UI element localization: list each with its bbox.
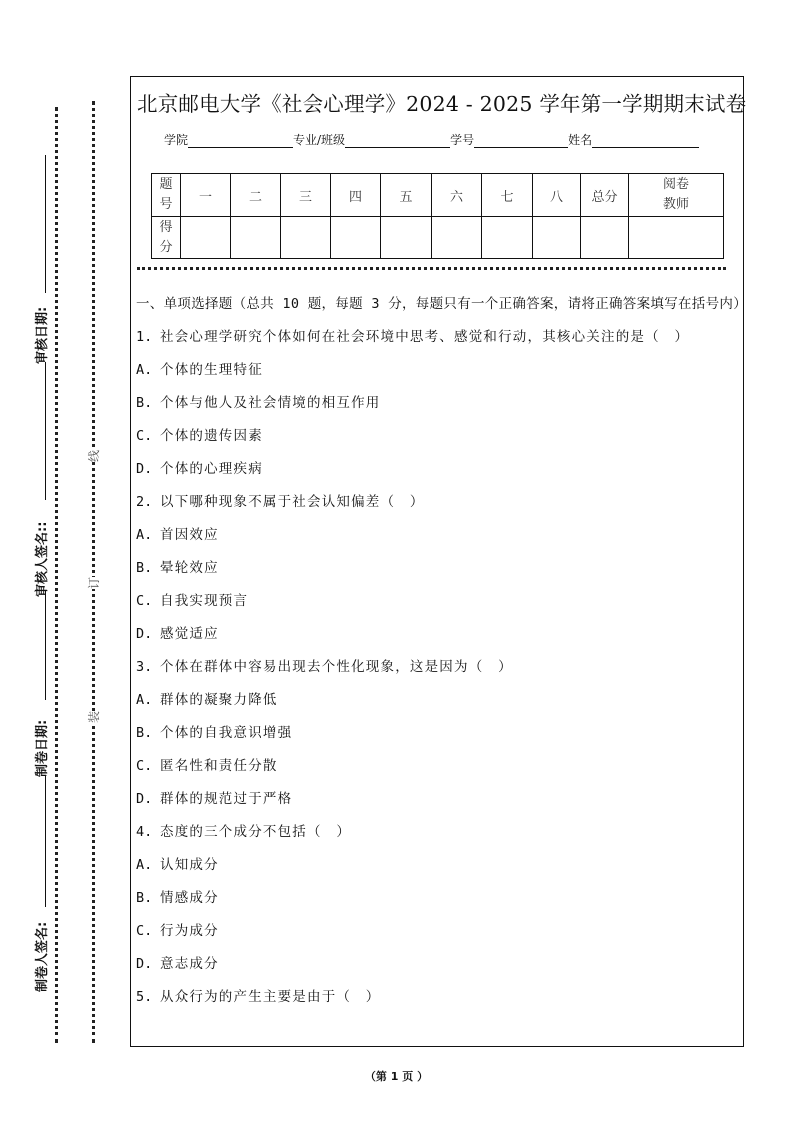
- cut-mark-pack: 装: [87, 710, 102, 724]
- option-text: 群体的凝聚力降低: [160, 692, 278, 708]
- preparer-signature-label: 制卷人签名:: [35, 921, 50, 992]
- reviewer-signature-line: [45, 362, 46, 500]
- option-1a[interactable]: [136, 354, 742, 387]
- option-key: B.: [136, 890, 153, 906]
- exam-title: 北京邮电大学《社会心理学》2024 - 2025 学年第一学期期末试卷: [137, 92, 747, 116]
- option-2a[interactable]: [136, 519, 742, 552]
- option-text: 个体的心理疾病: [160, 461, 263, 477]
- row-header-question-no: [152, 174, 181, 217]
- option-text: 个体与他人及社会情境的相互作用: [160, 395, 381, 411]
- option-1b[interactable]: [136, 387, 742, 420]
- option-4b[interactable]: [136, 882, 742, 915]
- question-1: [136, 321, 742, 354]
- option-text: 情感成分: [160, 890, 219, 906]
- reviewer-signature-label: 审核人签名::: [35, 521, 50, 597]
- option-text: 认知成分: [160, 857, 219, 873]
- exam-page-frame: [130, 76, 747, 1047]
- option-text: 意志成分: [160, 956, 219, 972]
- row-header-score: [152, 217, 181, 259]
- question-number: 3.: [136, 659, 153, 675]
- reviewed-date-label: 审核日期:: [35, 306, 50, 364]
- option-3a[interactable]: [136, 684, 742, 717]
- score-cell-6[interactable]: [432, 217, 482, 259]
- option-key: A.: [136, 527, 153, 543]
- question-3: [136, 651, 742, 684]
- question-4: [136, 816, 742, 849]
- prepared-date-label: 制卷日期:: [35, 719, 50, 777]
- col-header-3: 三: [281, 174, 331, 217]
- question-5: [136, 981, 742, 1014]
- score-cell-total[interactable]: [581, 217, 629, 259]
- option-key: C.: [136, 923, 153, 939]
- college-label: 学院: [164, 133, 189, 147]
- name-field[interactable]: [592, 133, 699, 148]
- cut-mark-bind: 订: [87, 576, 102, 590]
- student-id-field[interactable]: [474, 133, 568, 148]
- question-stem: 以下哪种现象不属于社会认知偏差（ ）: [160, 494, 425, 510]
- col-header-2: 二: [231, 174, 281, 217]
- option-2b[interactable]: [136, 552, 742, 585]
- score-cell-2[interactable]: [231, 217, 281, 259]
- option-text: 行为成分: [160, 923, 219, 939]
- score-cell-3[interactable]: [281, 217, 331, 259]
- option-3d[interactable]: [136, 783, 742, 816]
- col-header-1: 一: [181, 174, 231, 217]
- option-text: 个体的生理特征: [160, 362, 263, 378]
- option-key: D.: [136, 791, 153, 807]
- option-2c[interactable]: [136, 585, 742, 618]
- option-key: D.: [136, 626, 153, 642]
- score-table: [151, 173, 724, 259]
- col-header-6: 六: [432, 174, 482, 217]
- question-number: 1.: [136, 329, 153, 345]
- option-text: 自我实现预言: [160, 593, 249, 609]
- score-cell-1[interactable]: [181, 217, 231, 259]
- score-cell-4[interactable]: [331, 217, 381, 259]
- col-header-5: 五: [381, 174, 432, 217]
- row-header-score-text: 得分: [159, 219, 173, 255]
- option-text: 个体的自我意识增强: [160, 725, 293, 741]
- option-4a[interactable]: [136, 849, 742, 882]
- binding-dotted-line-outer: [55, 107, 58, 1043]
- major-class-label: 专业/班级: [293, 133, 346, 147]
- score-cell-grader[interactable]: [629, 217, 724, 259]
- option-text: 匿名性和责任分散: [160, 758, 278, 774]
- question-stem: 个体在群体中容易出现去个性化现象，这是因为（ ）: [160, 659, 513, 675]
- option-3c[interactable]: [136, 750, 742, 783]
- option-text: 群体的规范过于严格: [160, 791, 293, 807]
- option-key: C.: [136, 428, 153, 444]
- option-text: 首因效应: [160, 527, 219, 543]
- option-key: A.: [136, 692, 153, 708]
- option-key: C.: [136, 593, 153, 609]
- score-cell-5[interactable]: [381, 217, 432, 259]
- question-number: 5.: [136, 989, 153, 1005]
- college-field[interactable]: [188, 133, 293, 148]
- score-cell-8[interactable]: [533, 217, 581, 259]
- col-header-total: 总分: [581, 174, 629, 217]
- question-stem: 社会心理学研究个体如何在社会环境中思考、感觉和行动，其核心关注的是（ ）: [160, 329, 690, 345]
- score-cell-7[interactable]: [482, 217, 533, 259]
- question-number: 4.: [136, 824, 153, 840]
- option-key: A.: [136, 362, 153, 378]
- col-header-7: 七: [482, 174, 533, 217]
- student-id-label: 学号: [450, 133, 475, 147]
- row-header-question-no-text: 题号: [159, 177, 173, 212]
- option-key: B.: [136, 560, 153, 576]
- cut-mark-line: 线: [87, 449, 102, 463]
- option-text: 个体的遗传因素: [160, 428, 263, 444]
- score-table-score-row: [152, 217, 724, 259]
- option-2d[interactable]: [136, 618, 742, 651]
- option-1d[interactable]: [136, 453, 742, 486]
- col-header-8: 八: [533, 174, 581, 217]
- question-number: 2.: [136, 494, 153, 510]
- preparer-signature-line-top: [45, 808, 46, 905]
- question-2: [136, 486, 742, 519]
- option-text: 感觉适应: [160, 626, 219, 642]
- name-label: 姓名: [568, 133, 593, 147]
- col-header-grader-text: 阅卷教师: [662, 177, 689, 212]
- option-key: A.: [136, 857, 153, 873]
- col-header-grader: [629, 174, 724, 217]
- option-4c[interactable]: [136, 915, 742, 948]
- major-class-field[interactable]: [345, 133, 450, 148]
- page-number: （第 1 页 ）: [364, 1070, 429, 1083]
- header-dotted-separator: [137, 267, 726, 270]
- option-3b[interactable]: [136, 717, 742, 750]
- col-header-4: 四: [331, 174, 381, 217]
- reviewed-date-line: [45, 155, 46, 293]
- section-heading: 一、单项选择题（总共 10 题，每题 3 分，每题只有一个正确答案，请将正确答案填写在括号内）: [136, 296, 747, 312]
- option-key: D.: [136, 956, 153, 972]
- reviewer-signature-line-lower: [45, 590, 46, 700]
- option-text: 晕轮效应: [160, 560, 219, 576]
- option-key: C.: [136, 758, 153, 774]
- score-table-header-row: [152, 174, 724, 217]
- binding-dotted-line-inner: [92, 101, 95, 1043]
- option-key: B.: [136, 395, 153, 411]
- option-4d[interactable]: [136, 948, 742, 981]
- student-info-row: [164, 131, 699, 148]
- question-stem: 态度的三个成分不包括（ ）: [160, 824, 352, 840]
- option-key: D.: [136, 461, 153, 477]
- question-stem: 从众行为的产生主要是由于（ ）: [160, 989, 381, 1005]
- option-key: B.: [136, 725, 153, 741]
- option-1c[interactable]: [136, 420, 742, 453]
- section-single-choice: [136, 293, 747, 1014]
